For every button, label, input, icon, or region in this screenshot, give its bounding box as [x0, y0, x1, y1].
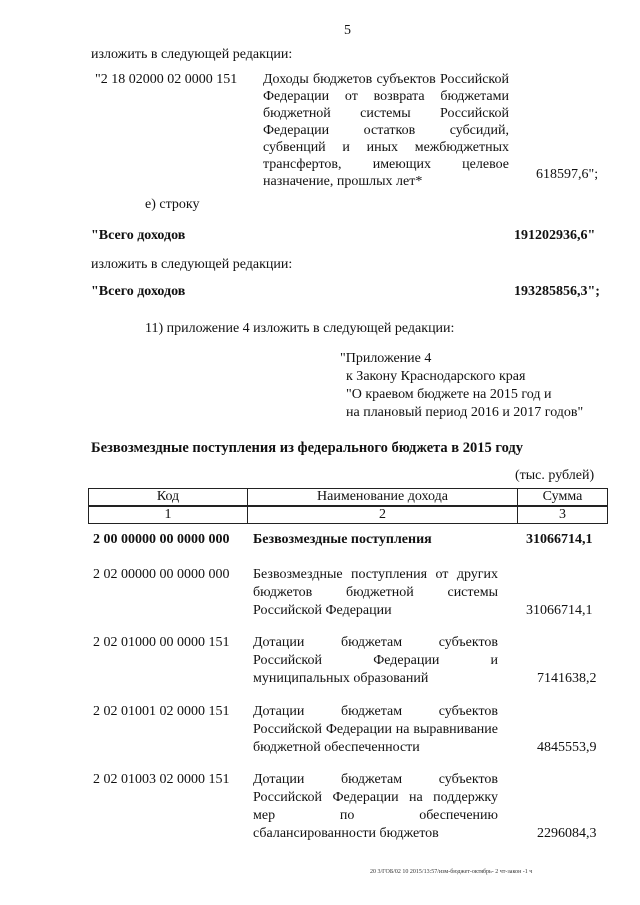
table-row-name: Дотации бюджетам субъектов Российской Федерации на поддержку мер по обеспечению сбалансированности бюджетов: [253, 772, 498, 841]
table-row-name: Безвозмездные поступления: [253, 532, 432, 547]
total-amount: 193285856,3";: [514, 284, 600, 299]
table-row-code: 2 02 01003 02 0000 151: [93, 772, 230, 787]
table-column-numbers: [88, 506, 608, 524]
row-code: "2 18 02000 02 0000 151: [95, 72, 238, 87]
row-name: Доходы бюджетов субъектов Российской Федерации от возврата бюджетами бюджетной системы Российской Федерации остатков субсидий, субвенций и иных межбюджетных трансфертов, имеющих целевое назначение, прошлых лет*: [263, 72, 509, 189]
table-row-amount: 4845553,9: [537, 740, 597, 755]
header-name: Наименование дохода: [247, 489, 517, 505]
table-title: Безвозмездные поступления из федерального бюджета в 2015 году: [91, 440, 524, 456]
appendix-line: на плановый период 2016 и 2017 годов": [346, 405, 584, 420]
header-code: Код: [156, 489, 180, 504]
table-row-amount: 31066714,1: [526, 532, 593, 547]
table-row-code: 2 02 01000 00 0000 151: [93, 635, 230, 650]
col-number: 3: [517, 507, 607, 523]
table-row-amount: 31066714,1: [526, 603, 593, 618]
intro-text: изложить в следующей редакции:: [91, 257, 293, 272]
table-row-name: Безвозмездные поступления от других бюджетов бюджетной системы Российской Федерации: [253, 567, 498, 618]
appendix-line: к Закону Краснодарского края: [346, 369, 526, 384]
row-amount: 618597,6";: [536, 167, 599, 182]
appendix-line: "О краевом бюджете на 2015 год и: [346, 387, 552, 402]
item-11: 11) приложение 4 изложить в следующей редакции:: [145, 321, 455, 336]
header-amount: Сумма: [517, 489, 607, 505]
total-label: "Всего доходов: [91, 228, 186, 243]
footer-text: 20 3/ГОБ/02 10 2015/13:57/изм-бюджет-октябрь- 2 чт-закон -1 ч: [370, 869, 533, 875]
total-amount: 191202936,6": [514, 228, 596, 243]
table-row-amount: 7141638,2: [537, 671, 597, 686]
table-row-name: Дотации бюджетам субъектов Российской Федерации на выравнивание бюджетной обеспеченности: [253, 704, 498, 755]
units-label: (тыс. рублей): [515, 468, 595, 483]
intro-text: изложить в следующей редакции:: [91, 47, 293, 62]
table-row-code: 2 02 00000 00 0000 000: [93, 567, 230, 582]
table-row-code: 2 02 01001 02 0000 151: [93, 704, 230, 719]
table-row-name: Дотации бюджетам субъектов Российской Федерации и муниципальных образований: [253, 635, 498, 686]
table-row-code: 2 00 00000 00 0000 000: [93, 532, 230, 547]
total-label: "Всего доходов: [91, 284, 186, 299]
item-e: е) строку: [145, 197, 200, 212]
col-number: 1: [164, 507, 172, 522]
page-number: 5: [344, 23, 351, 38]
col-number: 2: [247, 507, 517, 523]
appendix-line: "Приложение 4: [340, 351, 432, 366]
table-header: [88, 488, 608, 506]
table-row-amount: 2296084,3: [537, 826, 597, 841]
